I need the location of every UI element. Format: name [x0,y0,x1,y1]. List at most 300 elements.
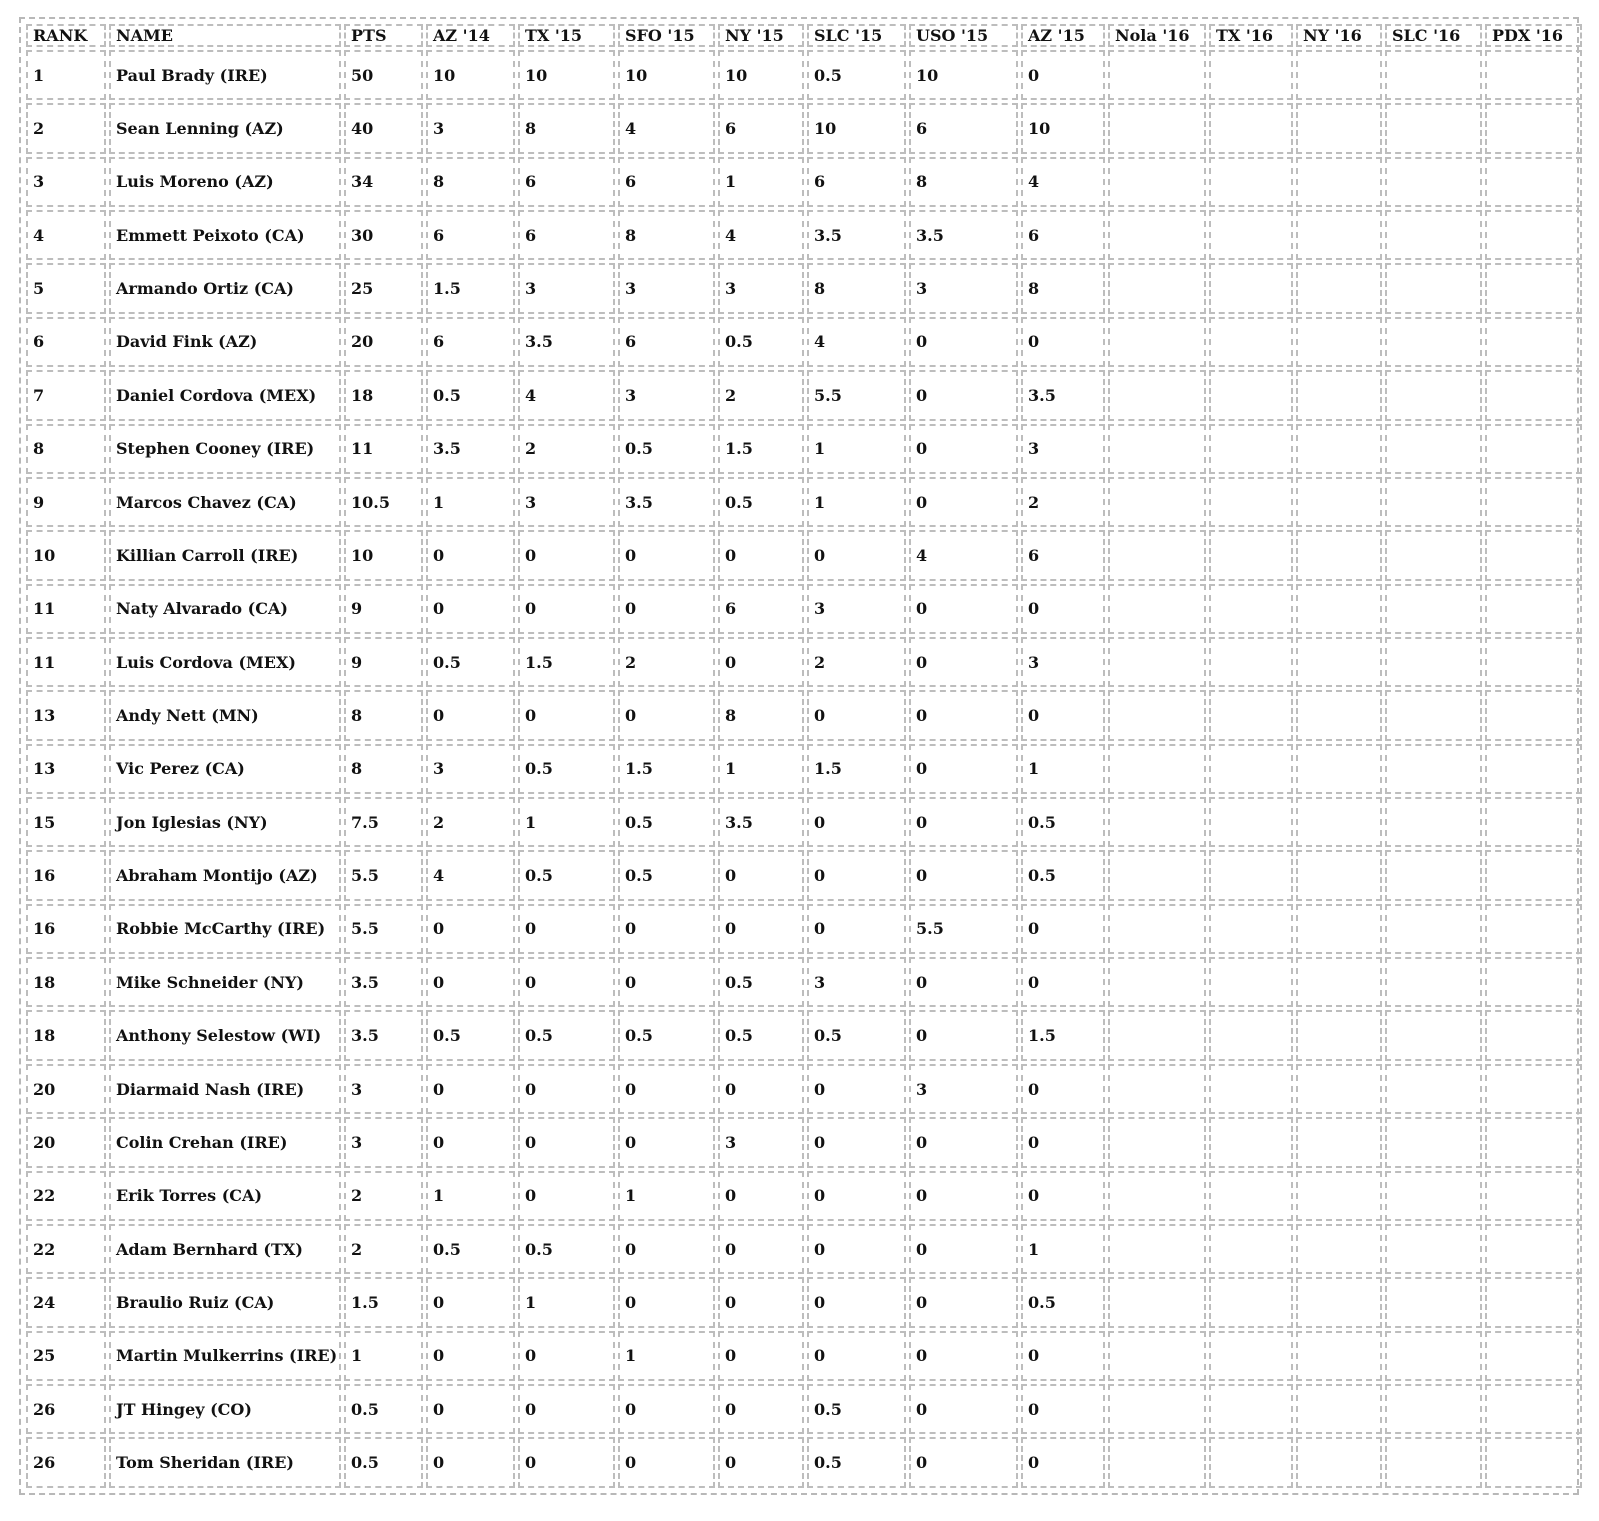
event-points-cell: 6 [909,103,1018,153]
event-points-cell [1485,957,1582,1007]
event-points-cell: 0 [909,1384,1018,1434]
event-points-cell [1485,1331,1582,1381]
event-points-cell: 2 [518,424,615,474]
event-points-cell [1209,317,1293,367]
event-points-cell: 0 [807,797,906,847]
event-points-cell [1485,1064,1582,1114]
event-points-cell: 6 [718,103,804,153]
event-points-cell [1296,103,1382,153]
event-points-cell [1209,904,1293,954]
points-cell: 18 [344,370,423,420]
event-points-cell [1485,850,1582,900]
event-points-cell: 1 [426,1171,515,1221]
event-points-cell: 5.5 [807,370,906,420]
rank-cell: 9 [26,477,106,527]
rank-cell: 10 [26,530,106,580]
event-points-cell [1296,424,1382,474]
event-points-cell [1296,797,1382,847]
event-points-cell: 1.5 [1021,1010,1105,1060]
table-row [26,1171,1582,1221]
player-name-cell: Emmett Peixoto (CA) [109,210,341,260]
event-points-cell: 0 [718,904,804,954]
event-points-cell [1108,1010,1206,1060]
points-cell: 9 [344,637,423,687]
event-points-cell: 0 [807,1277,906,1327]
points-cell: 40 [344,103,423,153]
event-points-cell: 0 [618,1064,715,1114]
event-points-cell [1209,850,1293,900]
event-points-cell [1296,1010,1382,1060]
event-points-cell [1108,850,1206,900]
event-points-cell: 0 [909,690,1018,740]
event-points-cell [1385,1117,1482,1167]
table-row [26,957,1582,1007]
event-points-cell [1296,370,1382,420]
rank-cell: 8 [26,424,106,474]
event-points-cell: 0 [426,1064,515,1114]
table-row [26,1224,1582,1274]
event-points-cell: 0 [1021,1437,1105,1488]
player-name-cell: Erik Torres (CA) [109,1171,341,1221]
table-row [26,744,1582,794]
event-points-cell: 1 [1021,1224,1105,1274]
rankings-table [23,21,1585,1491]
player-name-cell: Marcos Chavez (CA) [109,477,341,527]
event-points-cell: 0 [718,1384,804,1434]
event-points-cell: 3.5 [426,424,515,474]
event-points-cell [1385,850,1482,900]
event-points-cell: 1 [807,424,906,474]
event-points-cell: 2 [618,637,715,687]
event-points-cell: 0 [426,690,515,740]
event-points-cell: 6 [718,584,804,634]
rankings-table-frame [19,17,1579,1495]
event-points-cell: 4 [618,103,715,153]
event-points-cell: 3 [909,1064,1018,1114]
table-row [26,904,1582,954]
event-points-cell: 4 [426,850,515,900]
event-points-cell [1385,690,1482,740]
column-header: NY '15 [718,24,804,47]
event-points-cell: 0 [909,850,1018,900]
event-points-cell: 0.5 [1021,1277,1105,1327]
column-header: SLC '15 [807,24,906,47]
event-points-cell [1385,263,1482,313]
event-points-cell: 0 [518,1437,615,1488]
event-points-cell: 0 [807,690,906,740]
event-points-cell: 4 [807,317,906,367]
event-points-cell [1296,317,1382,367]
event-points-cell [1209,263,1293,313]
event-points-cell: 3 [618,370,715,420]
event-points-cell: 4 [718,210,804,260]
event-points-cell [1209,957,1293,1007]
event-points-cell: 0 [1021,1064,1105,1114]
event-points-cell [1485,530,1582,580]
points-cell: 2 [344,1171,423,1221]
event-points-cell: 0 [426,957,515,1007]
event-points-cell: 0 [426,904,515,954]
event-points-cell [1209,157,1293,207]
event-points-cell: 0 [807,904,906,954]
event-points-cell: 0 [426,1117,515,1167]
event-points-cell [1209,1384,1293,1434]
event-points-cell: 0 [807,1064,906,1114]
points-cell: 0.5 [344,1384,423,1434]
points-cell: 25 [344,263,423,313]
event-points-cell: 1 [1021,744,1105,794]
points-cell: 20 [344,317,423,367]
player-name-cell: Andy Nett (MN) [109,690,341,740]
event-points-cell: 0 [909,1117,1018,1167]
table-row [26,1437,1582,1488]
event-points-cell: 2 [718,370,804,420]
event-points-cell: 0 [426,584,515,634]
event-points-cell: 0 [518,690,615,740]
event-points-cell [1108,957,1206,1007]
rank-cell: 26 [26,1384,106,1434]
rank-cell: 16 [26,904,106,954]
event-points-cell [1108,1384,1206,1434]
column-header: AZ '15 [1021,24,1105,47]
event-points-cell: 0.5 [718,957,804,1007]
event-points-cell [1385,1277,1482,1327]
event-points-cell: 0.5 [618,424,715,474]
event-points-cell [1209,50,1293,100]
table-row [26,103,1582,153]
column-header: Nola '16 [1108,24,1206,47]
column-header: SFO '15 [618,24,715,47]
event-points-cell [1296,957,1382,1007]
event-points-cell: 3 [426,744,515,794]
event-points-cell: 8 [718,690,804,740]
event-points-cell [1108,317,1206,367]
rank-cell: 5 [26,263,106,313]
event-points-cell: 0 [909,1277,1018,1327]
rank-cell: 20 [26,1117,106,1167]
player-name-cell: Martin Mulkerrins (IRE) [109,1331,341,1381]
points-cell: 34 [344,157,423,207]
table-row [26,157,1582,207]
column-header: SLC '16 [1385,24,1482,47]
event-points-cell [1385,1064,1482,1114]
event-points-cell: 0.5 [518,850,615,900]
event-points-cell: 3 [518,263,615,313]
event-points-cell: 0 [909,1171,1018,1221]
points-cell: 5.5 [344,904,423,954]
points-cell: 8 [344,744,423,794]
event-points-cell: 0 [618,957,715,1007]
event-points-cell [1209,797,1293,847]
event-points-cell: 0 [426,1331,515,1381]
rank-cell: 11 [26,584,106,634]
event-points-cell: 0.5 [807,1437,906,1488]
event-points-cell: 0 [718,1331,804,1381]
table-row [26,530,1582,580]
event-points-cell [1209,1331,1293,1381]
event-points-cell [1108,690,1206,740]
column-header: NY '16 [1296,24,1382,47]
event-points-cell [1296,1437,1382,1488]
event-points-cell: 0 [807,1117,906,1167]
event-points-cell: 6 [618,157,715,207]
event-points-cell [1108,530,1206,580]
event-points-cell: 1 [518,1277,615,1327]
event-points-cell: 0.5 [807,1010,906,1060]
points-cell: 1 [344,1331,423,1381]
rank-cell: 26 [26,1437,106,1488]
event-points-cell: 3 [718,263,804,313]
points-cell: 3 [344,1064,423,1114]
table-row [26,797,1582,847]
event-points-cell: 0 [518,584,615,634]
column-header: TX '15 [518,24,615,47]
event-points-cell: 0 [618,584,715,634]
event-points-cell [1108,1277,1206,1327]
event-points-cell [1485,1171,1582,1221]
event-points-cell: 1 [618,1171,715,1221]
event-points-cell: 8 [518,103,615,153]
event-points-cell [1108,477,1206,527]
points-cell: 9 [344,584,423,634]
event-points-cell: 3 [807,584,906,634]
player-name-cell: Killian Carroll (IRE) [109,530,341,580]
points-cell: 8 [344,690,423,740]
event-points-cell [1485,263,1582,313]
table-row [26,584,1582,634]
column-header: AZ '14 [426,24,515,47]
event-points-cell: 0 [909,1224,1018,1274]
event-points-cell [1108,370,1206,420]
event-points-cell: 6 [618,317,715,367]
rank-cell: 6 [26,317,106,367]
rank-cell: 7 [26,370,106,420]
points-cell: 30 [344,210,423,260]
event-points-cell: 0.5 [618,850,715,900]
table-row [26,263,1582,313]
event-points-cell: 0 [718,1277,804,1327]
rank-cell: 24 [26,1277,106,1327]
event-points-cell [1209,1064,1293,1114]
event-points-cell: 0.5 [718,477,804,527]
event-points-cell [1108,637,1206,687]
event-points-cell: 3.5 [718,797,804,847]
event-points-cell: 10 [518,50,615,100]
event-points-cell: 0 [718,530,804,580]
event-points-cell [1296,1277,1382,1327]
event-points-cell: 0.5 [426,370,515,420]
event-points-cell [1485,1224,1582,1274]
event-points-cell [1385,637,1482,687]
event-points-cell: 5.5 [909,904,1018,954]
event-points-cell: 3.5 [1021,370,1105,420]
event-points-cell [1385,103,1482,153]
event-points-cell: 0.5 [718,1010,804,1060]
event-points-cell: 0 [718,1064,804,1114]
event-points-cell [1209,1117,1293,1167]
event-points-cell: 0 [618,690,715,740]
rank-cell: 4 [26,210,106,260]
event-points-cell: 3.5 [807,210,906,260]
event-points-cell: 0 [909,370,1018,420]
table-row [26,1010,1582,1060]
event-points-cell: 0 [909,1437,1018,1488]
table-row [26,477,1582,527]
event-points-cell [1108,1437,1206,1488]
event-points-cell: 0 [718,637,804,687]
rank-cell: 20 [26,1064,106,1114]
event-points-cell: 0 [909,424,1018,474]
rank-cell: 15 [26,797,106,847]
event-points-cell: 0.5 [426,1010,515,1060]
event-points-cell [1485,317,1582,367]
event-points-cell: 0 [1021,690,1105,740]
rank-cell: 18 [26,957,106,1007]
event-points-cell: 3 [618,263,715,313]
event-points-cell: 0 [618,1384,715,1434]
event-points-cell: 6 [1021,530,1105,580]
player-name-cell: Armando Ortiz (CA) [109,263,341,313]
table-row [26,690,1582,740]
event-points-cell: 6 [426,317,515,367]
rank-cell: 13 [26,744,106,794]
event-points-cell: 8 [426,157,515,207]
event-points-cell: 1.5 [618,744,715,794]
event-points-cell [1485,797,1582,847]
event-points-cell: 0 [1021,1331,1105,1381]
event-points-cell: 6 [807,157,906,207]
event-points-cell [1209,370,1293,420]
event-points-cell: 0 [618,1437,715,1488]
event-points-cell: 0 [807,1331,906,1381]
event-points-cell: 0 [909,477,1018,527]
table-row [26,850,1582,900]
event-points-cell: 0.5 [718,317,804,367]
event-points-cell: 3 [1021,637,1105,687]
event-points-cell: 1.5 [518,637,615,687]
player-name-cell: Anthony Selestow (WI) [109,1010,341,1060]
event-points-cell: 3.5 [618,477,715,527]
event-points-cell: 6 [518,210,615,260]
event-points-cell [1209,690,1293,740]
event-points-cell: 2 [807,637,906,687]
event-points-cell [1385,157,1482,207]
event-points-cell [1485,1010,1582,1060]
event-points-cell: 0 [618,1117,715,1167]
event-points-cell [1209,1277,1293,1327]
event-points-cell [1385,477,1482,527]
event-points-cell: 8 [1021,263,1105,313]
event-points-cell [1485,477,1582,527]
event-points-cell [1296,1171,1382,1221]
player-name-cell: Tom Sheridan (IRE) [109,1437,341,1488]
table-row [26,1117,1582,1167]
event-points-cell [1209,1010,1293,1060]
event-points-cell: 4 [909,530,1018,580]
player-name-cell: Paul Brady (IRE) [109,50,341,100]
event-points-cell [1485,584,1582,634]
event-points-cell: 1 [718,157,804,207]
event-points-cell [1108,157,1206,207]
points-cell: 1.5 [344,1277,423,1327]
table-row [26,50,1582,100]
table-row [26,637,1582,687]
event-points-cell: 0 [1021,957,1105,1007]
event-points-cell [1385,530,1482,580]
event-points-cell: 4 [1021,157,1105,207]
event-points-cell [1108,50,1206,100]
player-name-cell: David Fink (AZ) [109,317,341,367]
event-points-cell: 0 [618,1224,715,1274]
event-points-cell: 1 [718,744,804,794]
event-points-cell [1209,103,1293,153]
event-points-cell: 8 [618,210,715,260]
event-points-cell [1296,904,1382,954]
rank-cell: 1 [26,50,106,100]
event-points-cell: 0 [1021,1117,1105,1167]
event-points-cell: 10 [426,50,515,100]
rank-cell: 2 [26,103,106,153]
event-points-cell [1108,263,1206,313]
rank-cell: 11 [26,637,106,687]
event-points-cell: 3 [1021,424,1105,474]
event-points-cell [1296,1117,1382,1167]
player-name-cell: Diarmaid Nash (IRE) [109,1064,341,1114]
event-points-cell [1385,424,1482,474]
event-points-cell: 0 [1021,317,1105,367]
event-points-cell: 0 [909,1010,1018,1060]
event-points-cell: 0 [618,530,715,580]
event-points-cell: 0.5 [1021,850,1105,900]
event-points-cell: 0 [807,1171,906,1221]
event-points-cell: 1 [807,477,906,527]
points-cell: 10.5 [344,477,423,527]
event-points-cell [1385,1224,1482,1274]
event-points-cell [1385,1331,1482,1381]
event-points-cell: 0.5 [518,1224,615,1274]
event-points-cell: 3 [718,1117,804,1167]
player-name-cell: Robbie McCarthy (IRE) [109,904,341,954]
event-points-cell [1296,263,1382,313]
event-points-cell [1209,1171,1293,1221]
event-points-cell: 0.5 [807,50,906,100]
event-points-cell: 0 [618,1277,715,1327]
event-points-cell: 0 [1021,904,1105,954]
event-points-cell: 0 [807,850,906,900]
table-row [26,317,1582,367]
event-points-cell [1296,584,1382,634]
player-name-cell: Naty Alvarado (CA) [109,584,341,634]
event-points-cell [1108,1171,1206,1221]
event-points-cell: 0 [1021,1171,1105,1221]
event-points-cell [1385,1384,1482,1434]
event-points-cell: 0.5 [518,744,615,794]
column-header: TX '16 [1209,24,1293,47]
event-points-cell [1385,797,1482,847]
event-points-cell: 10 [909,50,1018,100]
event-points-cell [1385,50,1482,100]
event-points-cell [1385,210,1482,260]
points-cell: 7.5 [344,797,423,847]
event-points-cell: 0 [807,530,906,580]
event-points-cell: 10 [718,50,804,100]
event-points-cell [1385,1171,1482,1221]
event-points-cell: 1.5 [426,263,515,313]
event-points-cell [1485,50,1582,100]
event-points-cell: 0.5 [426,637,515,687]
event-points-cell: 0 [518,1384,615,1434]
points-cell: 0.5 [344,1437,423,1488]
